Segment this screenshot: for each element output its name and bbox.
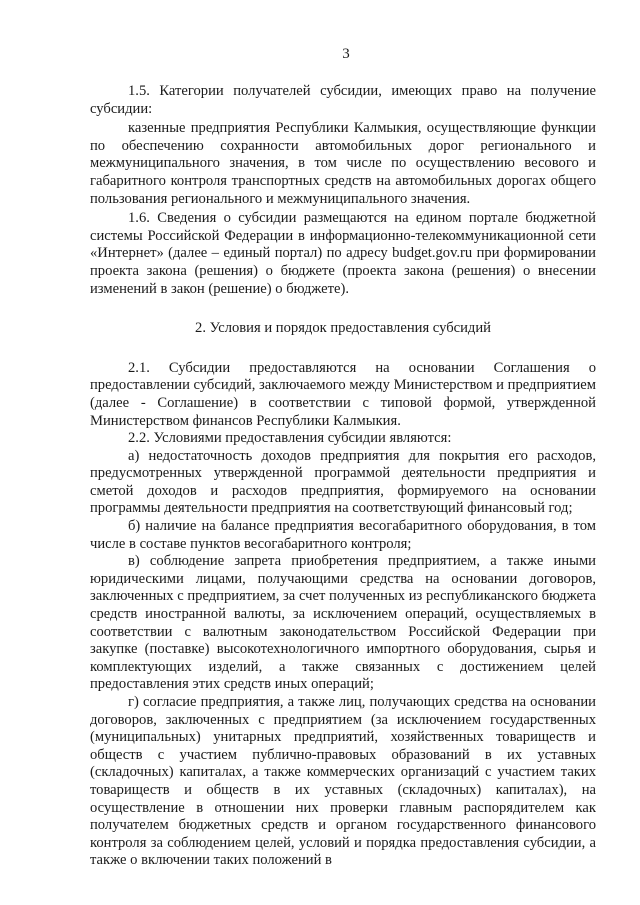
paragraph-2-2-g: г) согласие предприятия, а также лиц, получающих средства на основании договоров, заключенных с предприятием (за исключением государственных (муниципальных) унитарных предприятий, хозяйственных товариществ и обществ с участием публично-правовых образований в их уставных (складочных) капиталах, а также коммерческих организаций с участием таких товариществ и обществ в их уставных (складочных) капиталах), на осуществление в отношении них проверки главным распорядителем как получателем бюджетных средств и органом государственного финансового контроля за соблюдением целей, условий и порядка предоставления субсидии, а также о включении таких положений в [90,694,596,869]
paragraph-1-6: 1.6. Сведения о субсидии размещаются на едином портале бюджетной системы Российской Федерации в информационно-телекоммуникационной сети «Интернет» (далее – единый портал) по адресу budget.gov.ru при формировании проекта закона (решения) о бюджете (проекта закона (решения) о внесении изменений в закон (решение) о бюджете). [90,210,596,297]
paragraph-2-2-b: б) наличие на балансе предприятия весогабаритного оборудования, в том числе в составе пунктов весогабаритного контроля; [90,518,596,552]
paragraph-2-2-v: в) соблюдение запрета приобретения предприятием, а также иными юридическими лицами, получающими средства на основании договоров, заключенных с предприятием, за счет полученных из республиканского бюджета средств иностранной валюты, за исключением операций, осуществляемых в соответствии с валютным законодательством Российской Федерации при закупке (поставке) высокотехнологичного импортного оборудования, сырья и комплектующих изделий, а также связанных с достижением целей предоставления этих средств иных операций; [90,553,596,693]
paragraph-2-2-a: а) недостаточность доходов предприятия для покрытия его расходов, предусмотренных утвержденной программой деятельности предприятия и сметой доходов и расходов предприятия, формируемого на основании программы деятельности предприятия на соответствующий финансовый год; [90,447,596,517]
paragraph-recipients: казенные предприятия Республики Калмыкия, осуществляющие функции по обеспечению сохранности автомобильных дорог регионального и межмуниципального значения, в том числе по осуществлению весового и габаритного контроля транспортных средств на автомобильных дорогах общего пользования регионального и межмуниципального значения. [90,120,596,207]
paragraph-2-1: 2.1. Субсидии предоставляются на основании Соглашения о предоставлении субсидий, заключаемого между Министерством и предприятием (далее - Соглашение) в соответствии с типовой формой, утвержденной Министерством финансов Республики Калмыкия. [90,359,596,429]
paragraph-2-2: 2.2. Условиями предоставления субсидии являются: [128,430,452,447]
paragraph-1-5: 1.5. Категории получателей субсидии, имеющих право на получение субсидии: [90,83,596,117]
section-2-heading: 2. Условия и порядок предоставления субсидий [195,320,491,337]
page-number: 3 [342,46,350,62]
